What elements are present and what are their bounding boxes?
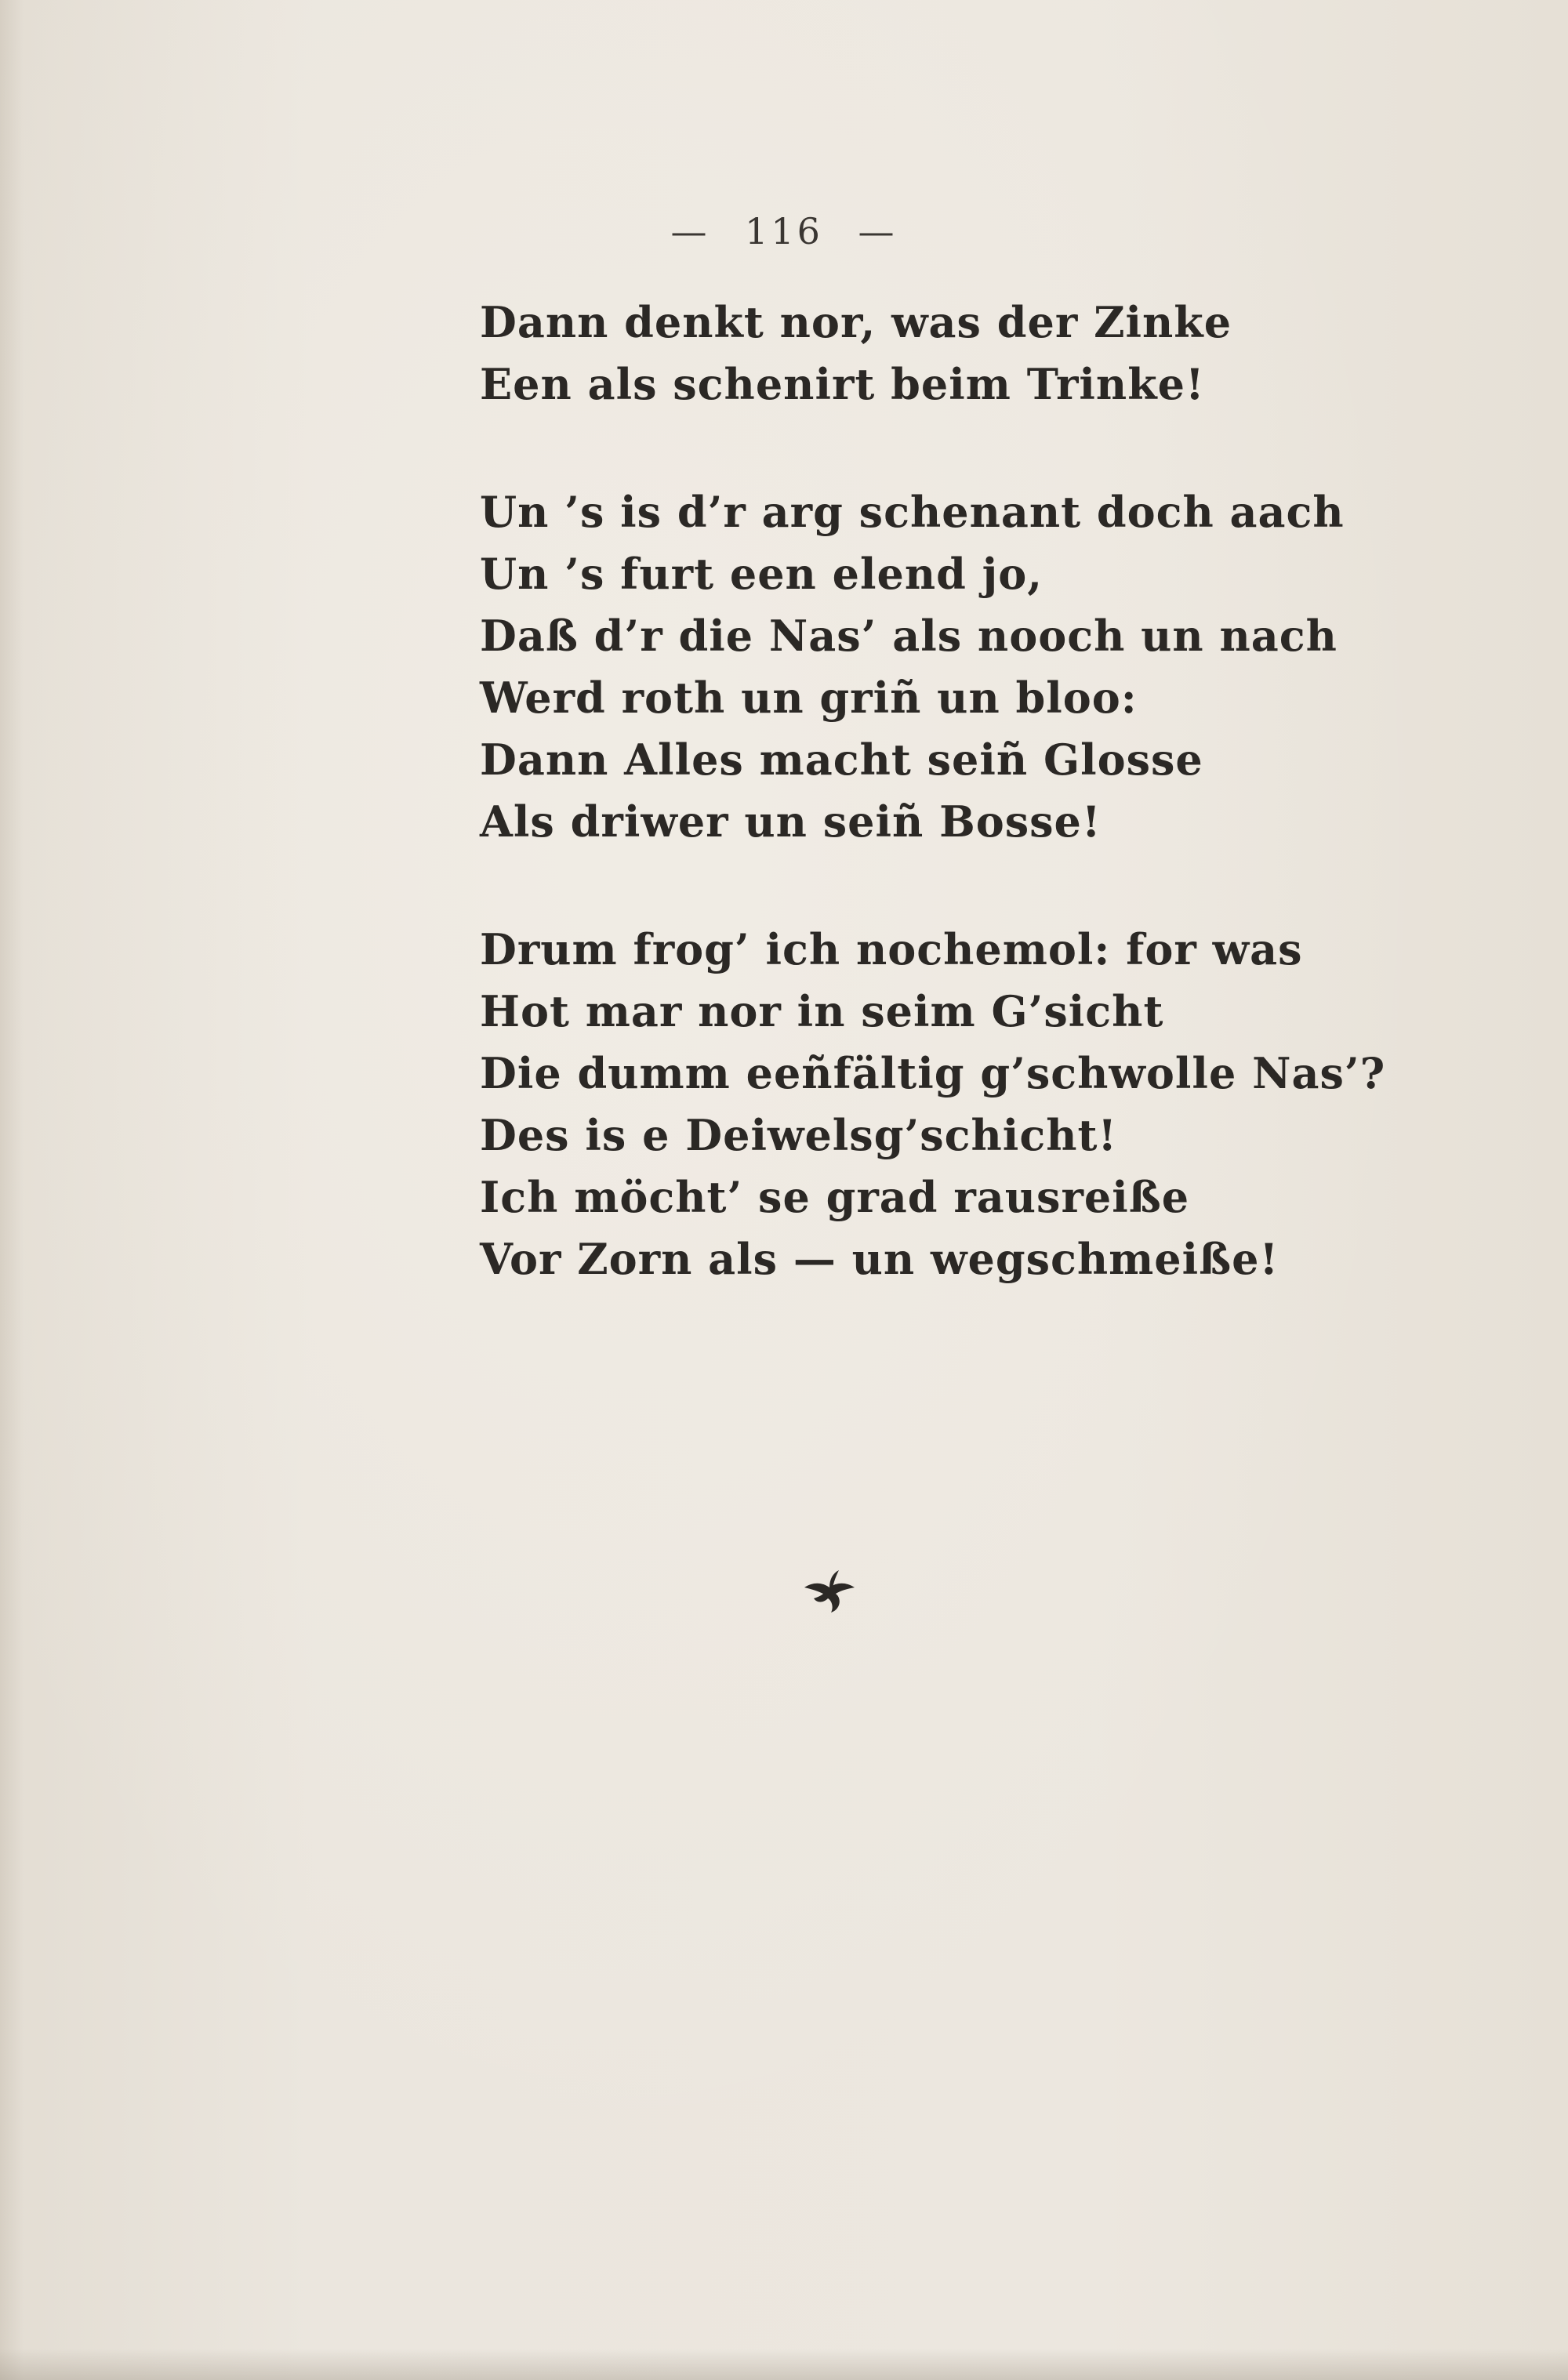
- verse-line: Daß d’r die Nas’ als nooch un nach: [480, 611, 1338, 661]
- verse-line: Een als schenirt beim Trinke!: [480, 359, 1205, 409]
- page-number-dash-left: —: [670, 210, 710, 252]
- page-number-header: [0, 210, 1568, 252]
- verse-line: Die dumm eeñfältig g’schwolle Nas’?: [480, 1048, 1386, 1098]
- scan-shadow-bottom: [0, 2349, 1568, 2380]
- stanza-2: [480, 481, 1345, 853]
- poem: [480, 292, 1386, 1356]
- verse-line: Hot mar nor in seim G’sicht: [480, 986, 1164, 1036]
- stanza-3: [480, 919, 1386, 1290]
- verse-line: Un ’s furt een elend jo,: [480, 549, 1044, 599]
- verse-line: Des is e Deiwelsg’schicht!: [480, 1110, 1118, 1160]
- verse-line: Dann denkt nor, was der Zinke: [480, 297, 1232, 347]
- page-number-dash-right: —: [858, 210, 898, 252]
- verse-line: Drum frog’ ich nochemol: for was: [480, 924, 1303, 974]
- verse-line: Als driwer un seiñ Bosse!: [480, 796, 1102, 847]
- verse-line: Dann Alles macht seiñ Glosse: [480, 735, 1203, 785]
- verse-line: Un ’s is d’r arg schenant doch aach: [480, 487, 1345, 537]
- scan-shadow-left: [0, 0, 24, 2380]
- stanza-1: [480, 292, 1264, 415]
- verse-line: Vor Zorn als — un wegschmeiße!: [480, 1234, 1279, 1284]
- fleuron-icon: [800, 1564, 859, 1620]
- verse-line: Werd roth un griñ un bloo:: [480, 673, 1138, 723]
- verse-line: Ich möcht’ se grad rausreiße: [480, 1172, 1190, 1222]
- page-number: 116: [745, 210, 823, 252]
